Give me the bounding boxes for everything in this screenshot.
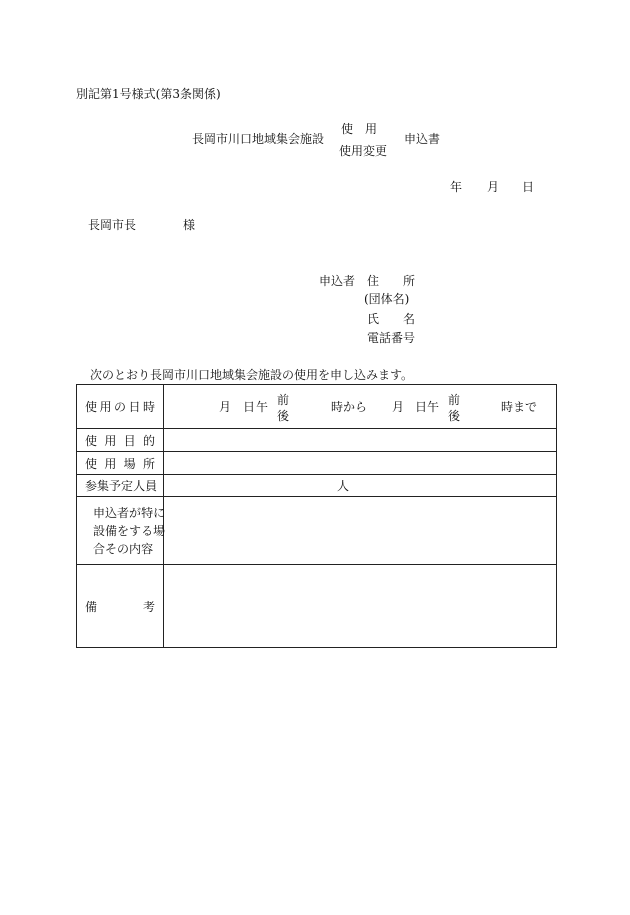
datetime-row	[77, 385, 557, 429]
remarks-label-cell	[77, 565, 164, 648]
remarks-row	[77, 565, 557, 648]
place-row	[77, 452, 557, 475]
addressee-name: 長岡市長	[88, 218, 137, 232]
attendees-label: 参 集 予 定 人 員	[85, 479, 158, 493]
attendees-unit: 人	[337, 479, 350, 493]
attendees-row	[77, 475, 557, 497]
equipment-label-cell	[77, 497, 164, 565]
equipment-label-line-2: 設 備 を す る 場	[93, 523, 166, 538]
title-option-use: 使 用	[341, 122, 378, 136]
date-year: 年	[450, 180, 463, 194]
datetime-ampm-prefix-1: 午	[256, 400, 269, 414]
purpose-value-cell[interactable]	[164, 429, 557, 452]
addressee-honorific: 様	[183, 218, 196, 232]
datetime-until: 時まで	[501, 400, 538, 414]
applicant-heading: 申込者	[319, 274, 356, 288]
datetime-ampm-choice-2	[448, 392, 460, 424]
datetime-label: 使 用 の 日 時	[85, 400, 155, 414]
datetime-from: 時から	[331, 400, 368, 414]
applicant-group-label: (団体名)	[364, 292, 410, 306]
am-option-2: 前	[448, 393, 461, 407]
remarks-value-cell[interactable]	[164, 565, 557, 648]
pm-option-1: 後	[277, 409, 290, 424]
datetime-day-2: 日	[415, 400, 428, 414]
datetime-value-cell[interactable]	[164, 385, 557, 429]
date-day: 日	[522, 180, 535, 194]
attendees-label-cell	[77, 475, 164, 497]
applicant-phone-label: 電話番号	[367, 331, 416, 345]
datetime-ampm-prefix-2: 午	[427, 400, 440, 414]
purpose-label: 使 用 目 的	[85, 433, 155, 448]
datetime-ampm-choice-1	[277, 392, 289, 424]
title-suffix: 申込書	[404, 132, 441, 146]
equipment-label-line-3: 合 そ の 内 容	[93, 541, 154, 556]
title-option-change: 使用変更	[339, 144, 388, 158]
equipment-label	[77, 504, 166, 558]
remarks-label: 備 考	[85, 599, 155, 614]
form-number: 別記第1号様式(第3条関係)	[76, 87, 221, 101]
intro-text: 次のとおり長岡市川口地域集会施設の使用を申し込みます。	[90, 368, 414, 382]
place-value-cell[interactable]	[164, 452, 557, 475]
place-label-cell	[77, 452, 164, 475]
equipment-value-cell[interactable]	[164, 497, 557, 565]
datetime-day-1: 日	[243, 400, 256, 414]
applicant-address-label: 住 所	[367, 274, 416, 288]
date-month: 月	[487, 180, 500, 194]
title-prefix: 長岡市川口地域集会施設	[192, 132, 325, 146]
datetime-month-1: 月	[219, 400, 232, 414]
purpose-row	[77, 429, 557, 452]
am-option-1: 前	[277, 393, 290, 407]
equipment-label-line-1: 申 込 者 が 特 に	[93, 505, 166, 520]
application-table	[76, 384, 557, 648]
place-label: 使 用 場 所	[85, 456, 155, 471]
datetime-month-2: 月	[392, 400, 405, 414]
applicant-name-label: 氏 名	[367, 312, 416, 326]
purpose-label-cell	[77, 429, 164, 452]
datetime-label-cell	[77, 385, 164, 429]
equipment-row	[77, 497, 557, 565]
attendees-value-cell[interactable]	[164, 475, 557, 497]
pm-option-2: 後	[448, 409, 461, 424]
